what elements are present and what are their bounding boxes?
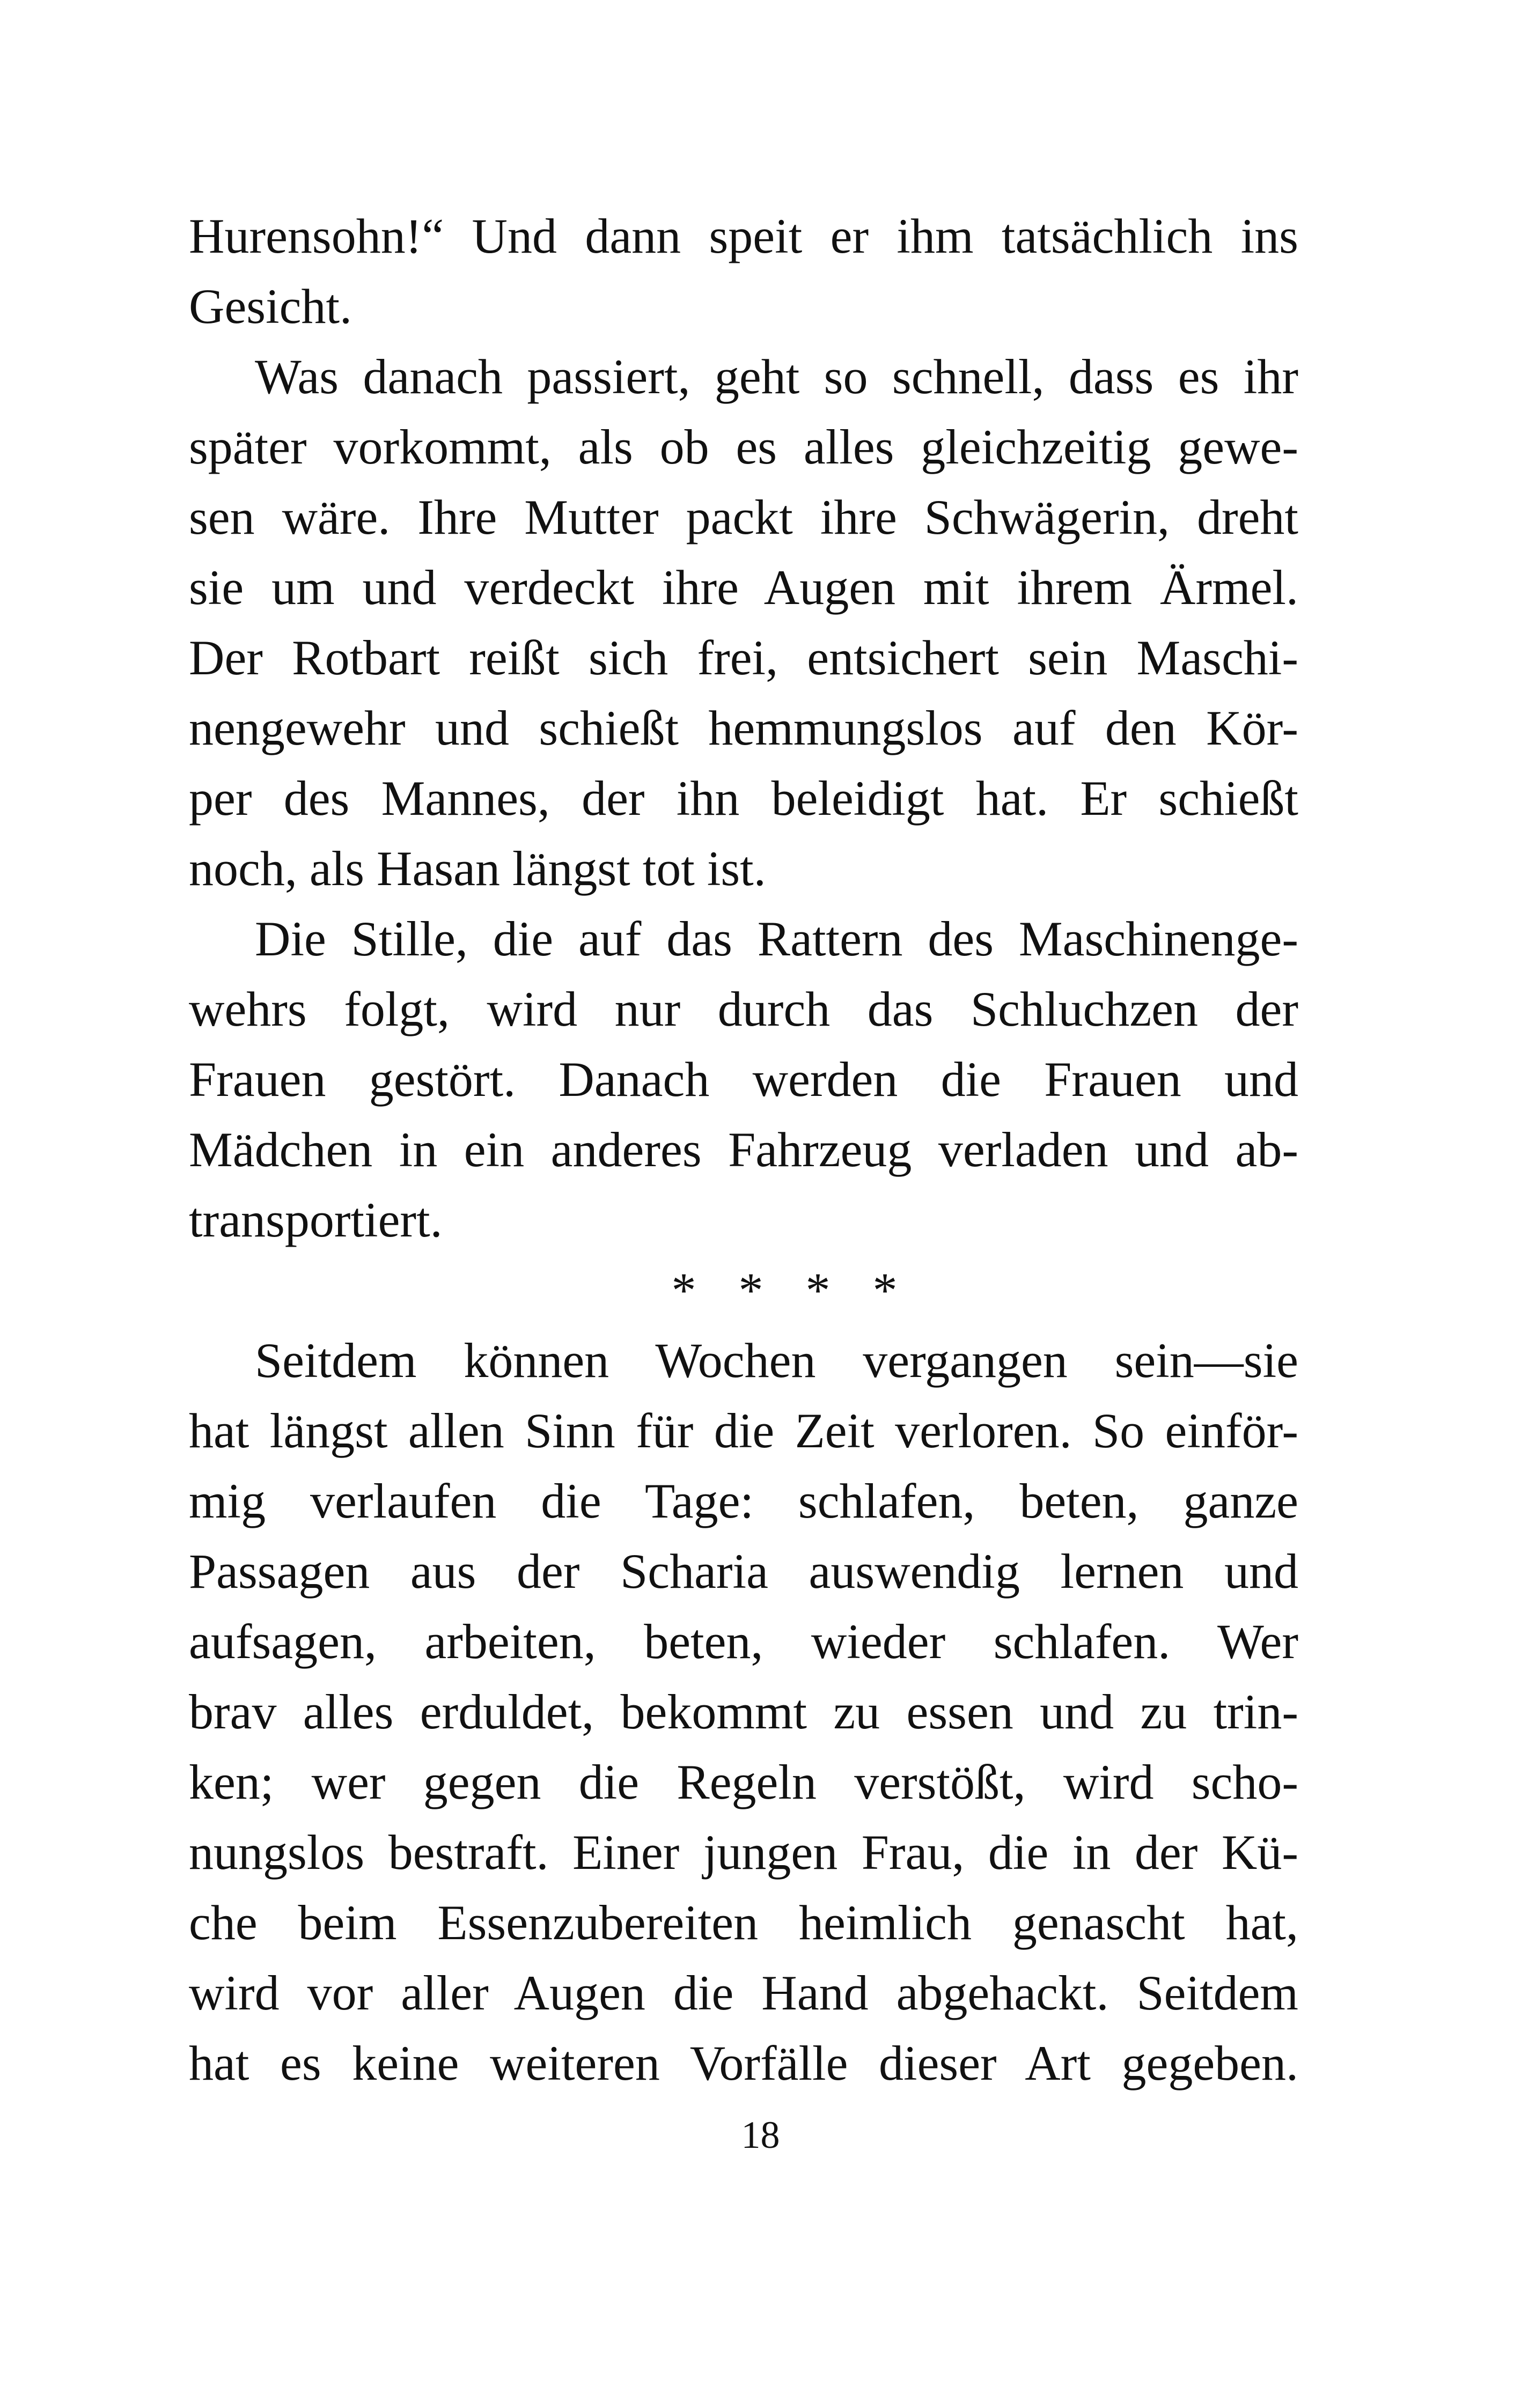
paragraph-3 bbox=[189, 904, 1298, 1255]
paragraph-4 bbox=[189, 1325, 1298, 2098]
text-line: brav alles erduldet, bekommt zu essen und zu trin- bbox=[189, 1684, 1298, 1739]
text-line: hat längst allen Sinn für die Zeit verloren. So einför- bbox=[189, 1403, 1298, 1458]
text-line: wehrs folgt, wird nur durch das Schluchzen der bbox=[189, 982, 1298, 1036]
text-line: aufsagen, arbeiten, beten, wieder schlafen. Wer bbox=[189, 1614, 1298, 1669]
text-line: hat es keine weiteren Vorfälle dieser Art gegeben. bbox=[189, 2036, 1298, 2090]
text-line: später vorkommt, als ob es alles gleichzeitig gewe- bbox=[189, 419, 1298, 474]
text-line: sen wäre. Ihre Mutter packt ihre Schwägerin, dreht bbox=[189, 490, 1298, 544]
text-line: Frauen gestört. Danach werden die Frauen und bbox=[189, 1052, 1298, 1107]
text-line: mig verlaufen die Tage: schlafen, beten, ganze bbox=[189, 1474, 1298, 1528]
text-line: ken; wer gegen die Regeln verstößt, wird scho- bbox=[189, 1755, 1298, 1809]
text-line: Gesicht. bbox=[189, 279, 352, 334]
text-line: per des Mannes, der ihn beleidigt hat. Er schießt bbox=[189, 771, 1298, 826]
text-line: che beim Essenzubereiten heimlich genascht hat, bbox=[189, 1895, 1298, 1950]
text-line: wird vor aller Augen die Hand abgehackt. Seitdem bbox=[189, 1965, 1298, 2020]
text-line: transportiert. bbox=[189, 1192, 443, 1247]
text-line: Was danach passiert, geht so schnell, dass es ihr bbox=[255, 349, 1298, 404]
paragraph-2 bbox=[189, 342, 1298, 904]
text-line: sie um und verdeckt ihre Augen mit ihrem Ärmel. bbox=[189, 560, 1298, 615]
text-line: noch, als Hasan längst tot ist. bbox=[189, 841, 766, 896]
text-line: Passagen aus der Scharia auswendig lernen und bbox=[189, 1544, 1298, 1599]
section-break: * * * * bbox=[671, 1263, 913, 1317]
paragraph-1 bbox=[189, 201, 1298, 342]
page-number: 18 bbox=[741, 2114, 780, 2156]
text-line: Hurensohn!“ Und dann speit er ihm tatsächlich ins bbox=[189, 209, 1298, 263]
text-line: nengewehr und schießt hemmungslos auf den Kör- bbox=[189, 701, 1298, 755]
text-line: Mädchen in ein anderes Fahrzeug verladen und ab- bbox=[189, 1122, 1298, 1177]
text-line: Seitdem können Wochen vergangen sein—sie bbox=[255, 1333, 1298, 1388]
body-text bbox=[189, 201, 1298, 2098]
text-line: nungslos bestraft. Einer jungen Frau, die in der Kü- bbox=[189, 1825, 1298, 1880]
text-line: Der Rotbart reißt sich frei, entsichert sein Maschi- bbox=[189, 630, 1298, 685]
text-line: Die Stille, die auf das Rattern des Maschinenge- bbox=[255, 911, 1298, 966]
